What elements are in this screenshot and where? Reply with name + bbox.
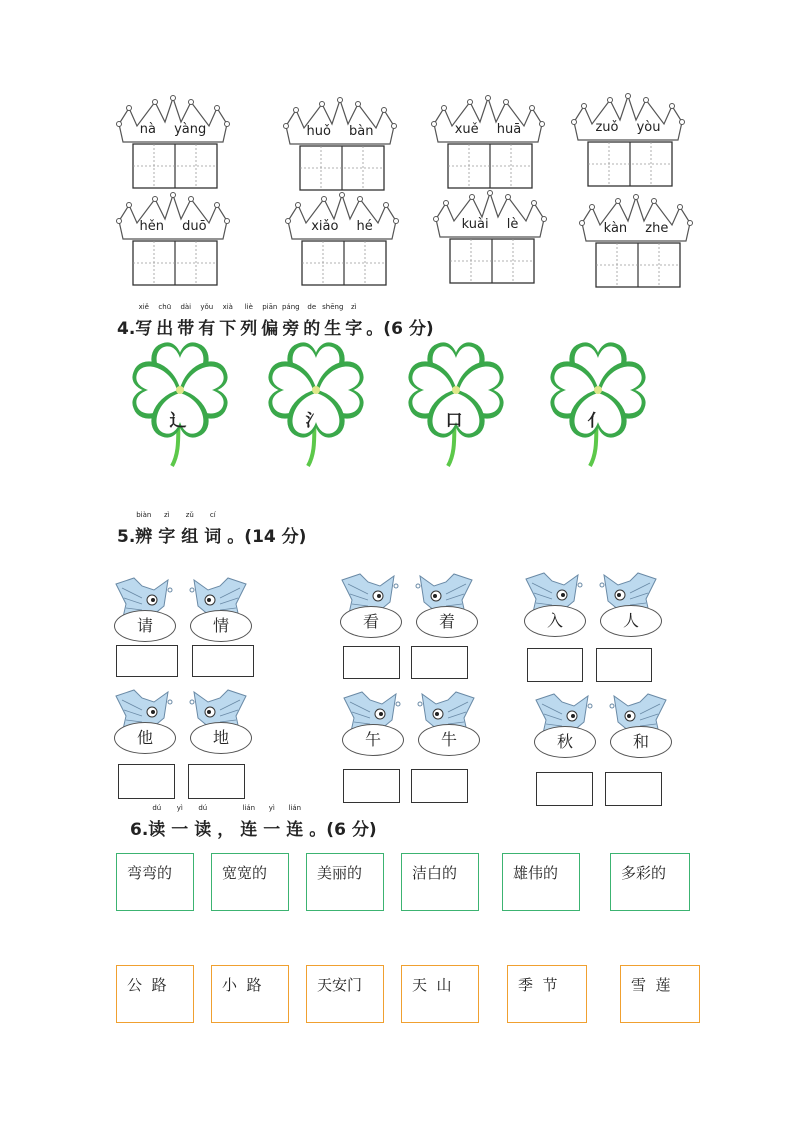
pinyin-annotation: yì (176, 804, 183, 812)
word-answer-box[interactable] (411, 646, 468, 679)
question-5-title: 5. biàn 辨 zì 字 zǔ 组 cí 词 。(14 分) (117, 511, 307, 547)
adjective-box[interactable] (610, 853, 690, 911)
title-character: biàn 辨 (135, 522, 152, 547)
word-answer-box[interactable] (192, 645, 254, 677)
title-character: zì 字 (158, 522, 175, 547)
character-oval: 秋 (534, 726, 596, 758)
adjective-label: 宽宽的 (222, 864, 268, 882)
noun-label: 季 节 (518, 976, 558, 994)
title-character: lián 连 (286, 815, 303, 840)
noun-box[interactable] (401, 965, 479, 1023)
word-answer-box[interactable] (116, 645, 178, 677)
character-oval: 请 (114, 610, 176, 642)
noun-box[interactable] (507, 965, 587, 1023)
fish-card (608, 692, 674, 758)
pinyin-annotation: de (307, 303, 317, 311)
word-answer-box[interactable] (605, 772, 662, 806)
character-oval: 入 (524, 605, 586, 637)
pinyin-crown (115, 96, 231, 192)
adjective-box[interactable] (306, 853, 384, 911)
pinyin-annotation: dú (198, 804, 208, 812)
clover-icon (256, 338, 374, 468)
writing-box[interactable] (302, 241, 386, 285)
clover-leaf (538, 338, 656, 468)
writing-box[interactable] (596, 243, 680, 287)
title-character: yǒu 有 (198, 314, 215, 339)
noun-box[interactable] (620, 965, 700, 1023)
fish-card (414, 572, 480, 638)
character-oval: 和 (610, 726, 672, 758)
pinyin-label: huǒ bàn (306, 124, 374, 139)
pinyin-annotation: yì (268, 804, 275, 812)
pinyin-annotation: xiě (138, 303, 149, 311)
noun-label: 雪 莲 (631, 976, 671, 994)
pinyin-crown (430, 96, 546, 192)
title-character: páng 旁 (282, 314, 299, 339)
pinyin-crown (570, 94, 686, 190)
title-character: zǔ 组 (181, 522, 198, 547)
character-oval: 他 (114, 722, 176, 754)
pinyin-annotation: piān (262, 303, 278, 311)
clover-icon (538, 338, 656, 468)
noun-box[interactable] (211, 965, 289, 1023)
pinyin-annotation: biàn (136, 511, 152, 519)
noun-box[interactable] (306, 965, 384, 1023)
title-character: xiě 写 (135, 314, 152, 339)
adjective-label: 洁白的 (412, 864, 458, 882)
character-oval: 看 (340, 606, 402, 638)
word-answer-box[interactable] (596, 648, 652, 682)
clover-icon (396, 338, 514, 468)
title-character: piān 偏 (261, 314, 278, 339)
character-oval: 人 (600, 605, 662, 637)
pinyin-label: kuài lè (461, 217, 519, 232)
fish-card (188, 688, 254, 754)
word-answer-box[interactable] (411, 769, 468, 803)
pinyin-annotation: shēng (322, 303, 344, 311)
pinyin-annotation: cí (209, 511, 216, 519)
fish-card (338, 572, 404, 638)
question-6-title: 6. dú 读 yì 一 dú 读 ， lián 连 yì 一 lián 连 。(6 分) (130, 804, 377, 840)
title-character: dú 读 (148, 815, 165, 840)
pinyin-crown (578, 195, 694, 291)
title-character: yì 一 (171, 815, 188, 840)
pinyin-annotation: zǔ (185, 511, 194, 519)
pinyin-annotation: chū (158, 303, 172, 311)
word-answer-box[interactable] (527, 648, 583, 682)
pinyin-annotation: liè (244, 303, 253, 311)
adjective-label: 弯弯的 (127, 864, 173, 882)
pinyin-annotation: zì (163, 511, 170, 519)
noun-label: 天 山 (412, 976, 452, 994)
fish-card (112, 576, 178, 642)
adjective-label: 多彩的 (621, 864, 667, 882)
title-character: shēng 生 (324, 314, 341, 339)
radical-label: 口 (445, 411, 463, 431)
writing-box[interactable] (133, 241, 217, 285)
clover-leaf (256, 338, 374, 468)
fish-card (416, 690, 482, 756)
noun-label: 天安门 (317, 976, 363, 994)
fish-card (112, 688, 178, 754)
fish-card (340, 690, 406, 756)
pinyin-label: xiǎo hé (311, 219, 373, 234)
title-character: ， (217, 820, 235, 840)
word-answer-box[interactable] (118, 764, 175, 799)
noun-label: 小 路 (222, 976, 262, 994)
writing-box[interactable] (448, 144, 532, 188)
noun-label: 公 路 (127, 976, 167, 994)
character-oval: 着 (416, 606, 478, 638)
character-oval: 地 (190, 722, 252, 754)
pinyin-crown (115, 193, 231, 289)
pinyin-label: nà yàng (139, 122, 207, 137)
fish-card (522, 571, 588, 637)
pinyin-annotation: lián (242, 804, 256, 812)
writing-box[interactable] (133, 144, 217, 188)
radical-label: 辶 (169, 411, 187, 431)
pinyin-annotation: xià (222, 303, 233, 311)
title-character: yì 一 (263, 815, 280, 840)
adjective-box[interactable] (401, 853, 479, 911)
adjective-box[interactable] (211, 853, 289, 911)
pinyin-label: hěn duō (139, 219, 207, 234)
character-oval: 牛 (418, 724, 480, 756)
fish-card (188, 576, 254, 642)
radical-label: 亻 (587, 411, 605, 431)
writing-box[interactable] (588, 142, 672, 186)
pinyin-annotation: lián (288, 804, 302, 812)
pinyin-label: kàn zhe (603, 221, 669, 236)
adjective-box[interactable] (502, 853, 580, 911)
noun-box[interactable] (116, 965, 194, 1023)
pinyin-annotation: dú (152, 804, 162, 812)
word-answer-box[interactable] (343, 646, 400, 679)
word-answer-box[interactable] (536, 772, 593, 806)
pinyin-annotation: páng (281, 303, 300, 311)
character-oval: 情 (190, 610, 252, 642)
title-character: zì 字 (345, 314, 362, 339)
adjective-label: 雄伟的 (513, 864, 559, 882)
clover-icon (120, 338, 238, 468)
fish-card (598, 571, 664, 637)
title-character: dài 带 (177, 314, 194, 339)
title-character: de 的 (303, 314, 320, 339)
title-character: chū 出 (156, 314, 173, 339)
clover-leaf (396, 338, 514, 468)
title-character: liè 列 (240, 314, 257, 339)
pinyin-label: xuě huā (454, 122, 522, 137)
title-character: cí 词 (204, 522, 221, 547)
writing-box[interactable] (450, 239, 534, 283)
pinyin-annotation: dài (180, 303, 192, 311)
title-character: xià 下 (219, 314, 236, 339)
pinyin-annotation: yǒu (200, 303, 214, 311)
fish-card (532, 692, 598, 758)
radical-label: 氵 (305, 411, 323, 431)
title-character: lián 连 (240, 815, 257, 840)
word-answer-box[interactable] (343, 769, 400, 803)
pinyin-crown (284, 193, 400, 289)
question-4-title: 4. xiě 写 chū 出 dài 带 yǒu 有 xià 下 liè 列 piān 偏 páng 旁 de 的 shēng 生 zì 字 。(6 分) (117, 303, 434, 339)
word-answer-box[interactable] (188, 764, 245, 799)
pinyin-annotation: zì (350, 303, 357, 311)
writing-box[interactable] (300, 146, 384, 190)
pinyin-label: zuǒ yòu (595, 120, 661, 135)
adjective-label: 美丽的 (317, 864, 363, 882)
title-character: dú 读 (194, 815, 211, 840)
adjective-box[interactable] (116, 853, 194, 911)
pinyin-crown (282, 98, 398, 194)
character-oval: 午 (342, 724, 404, 756)
pinyin-crown (432, 191, 548, 287)
clover-leaf (120, 338, 238, 468)
